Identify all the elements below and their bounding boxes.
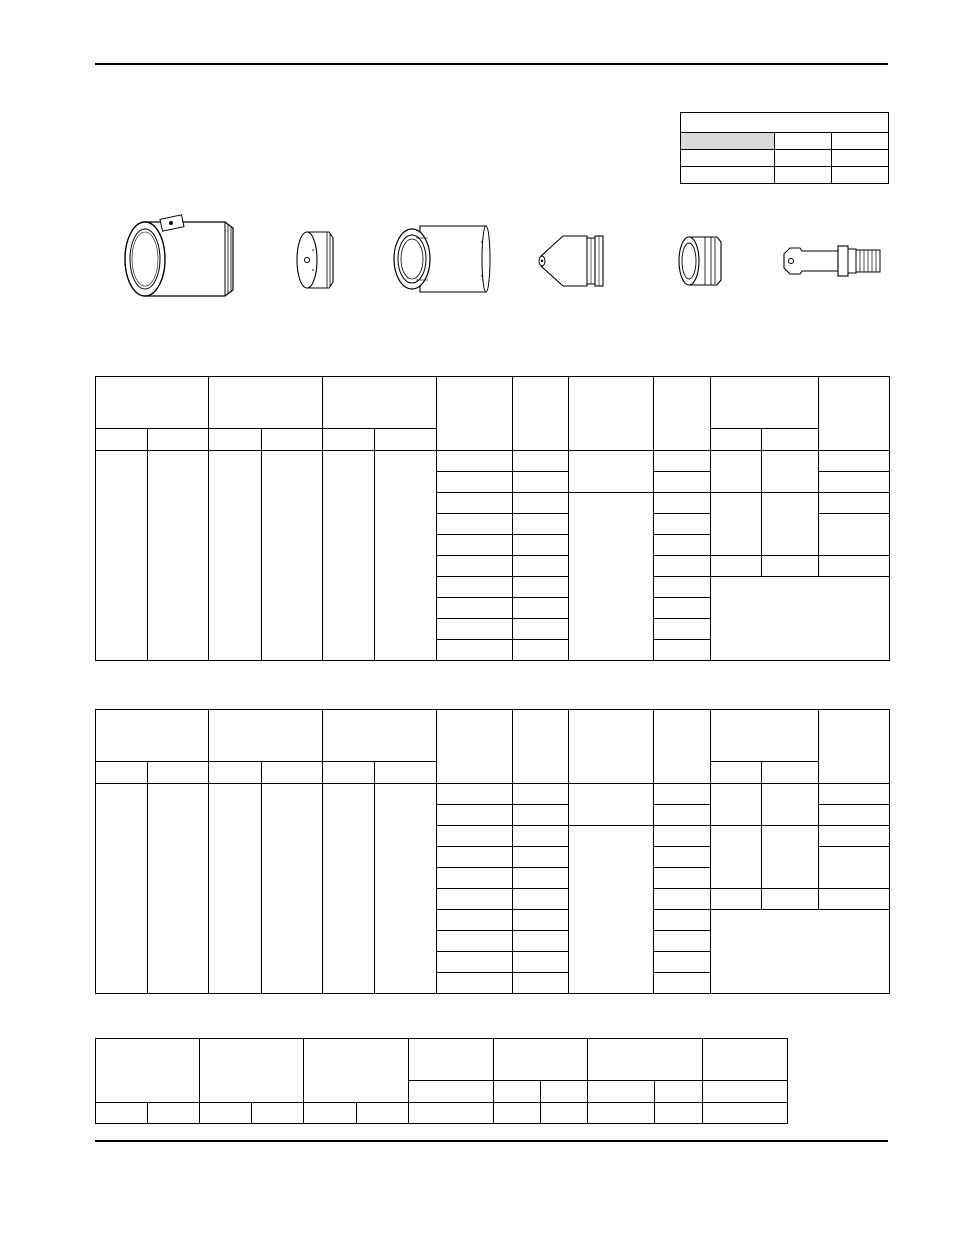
data-cell (437, 805, 513, 826)
data-cell (762, 784, 819, 826)
data-cell (437, 931, 513, 952)
data-cell (437, 577, 513, 598)
data-cell (209, 451, 262, 661)
data-cell (513, 640, 569, 661)
data-cell (513, 472, 569, 493)
data-cell (654, 514, 711, 535)
legend-title (681, 113, 889, 133)
cut-chart-table-2 (95, 709, 890, 994)
cut-chart-table-1 (95, 376, 890, 661)
data-cell (654, 784, 711, 805)
data-cell (375, 784, 437, 994)
legend-cell (832, 167, 889, 184)
cut-chart-table-3 (95, 1038, 788, 1124)
data-cell (148, 451, 209, 661)
data-cell (409, 1103, 494, 1124)
data-cell (437, 493, 513, 514)
data-cell (711, 556, 762, 577)
data-cell (304, 1103, 357, 1124)
subheader-cell (209, 429, 262, 451)
subheader-cell (655, 1081, 703, 1103)
data-cell (819, 556, 890, 577)
data-cell (711, 784, 762, 826)
data-cell (654, 472, 711, 493)
header-cell (209, 377, 323, 429)
data-cell (654, 826, 711, 847)
data-cell (654, 640, 711, 661)
header-cell (209, 710, 323, 762)
data-cell (437, 910, 513, 931)
data-cell (323, 451, 375, 661)
legend-cell (681, 167, 775, 184)
data-cell (323, 784, 375, 994)
subheader-cell (409, 1081, 494, 1103)
data-cell (819, 805, 890, 826)
data-cell (819, 784, 890, 805)
data-cell (437, 784, 513, 805)
data-cell (513, 847, 569, 868)
data-cell (819, 889, 890, 910)
data-cell (569, 493, 654, 661)
header-cell (437, 710, 513, 784)
legend-cell (832, 133, 889, 150)
legend-table (680, 112, 889, 184)
data-cell (654, 889, 711, 910)
header-cell (96, 377, 209, 429)
data-cell (819, 472, 890, 493)
data-cell (703, 1103, 788, 1124)
subheader-cell (711, 762, 762, 784)
subheader-cell (262, 762, 323, 784)
consumable-parts-row (95, 200, 888, 320)
electrode-illustration (780, 240, 888, 282)
data-cell (654, 910, 711, 931)
data-cell (569, 451, 654, 493)
data-cell (513, 451, 569, 472)
header-cell (569, 377, 654, 451)
data-cell (654, 952, 711, 973)
header-cell (409, 1039, 494, 1081)
subheader-cell (262, 429, 323, 451)
shield-illustration (115, 214, 245, 304)
header-cell (654, 710, 711, 784)
legend-cell (775, 167, 832, 184)
data-cell (437, 535, 513, 556)
data-cell (437, 640, 513, 661)
header-cell (711, 710, 819, 762)
data-cell (711, 451, 762, 493)
header-cell (323, 710, 437, 762)
subheader-cell (494, 1081, 541, 1103)
data-cell (513, 493, 569, 514)
data-cell (819, 826, 890, 847)
data-cell (654, 535, 711, 556)
data-cell (148, 1103, 200, 1124)
header-cell (96, 710, 209, 762)
subheader-cell (209, 762, 262, 784)
data-cell (262, 784, 323, 994)
header-cell (569, 710, 654, 784)
data-cell (513, 931, 569, 952)
data-cell (569, 826, 654, 994)
shield-cap-illustration (293, 228, 343, 292)
header-cell (819, 710, 890, 784)
header-cell (711, 377, 819, 429)
data-cell (513, 952, 569, 973)
subheader-cell (323, 762, 375, 784)
legend-cell (832, 150, 889, 167)
data-cell (513, 805, 569, 826)
data-cell (437, 514, 513, 535)
header-cell (304, 1039, 409, 1103)
subheader-cell (96, 429, 148, 451)
data-cell (762, 451, 819, 493)
legend-cell (681, 150, 775, 167)
data-cell (375, 451, 437, 661)
header-cell (513, 377, 569, 451)
subheader-cell (96, 762, 148, 784)
subheader-cell (762, 762, 819, 784)
data-cell (762, 889, 819, 910)
data-cell (513, 784, 569, 805)
data-cell (513, 556, 569, 577)
nozzle-illustration (535, 232, 609, 290)
data-cell (513, 868, 569, 889)
subheader-cell (375, 762, 437, 784)
header-cell (703, 1039, 788, 1081)
subheader-cell (148, 762, 209, 784)
data-cell (437, 451, 513, 472)
data-cell (654, 577, 711, 598)
subheader-cell (762, 429, 819, 451)
header-cell (654, 377, 711, 451)
data-cell (711, 889, 762, 910)
subheader-cell (588, 1081, 655, 1103)
data-cell (654, 493, 711, 514)
data-cell (437, 868, 513, 889)
legend-cell (775, 133, 832, 150)
data-cell (96, 784, 148, 994)
data-cell (252, 1103, 304, 1124)
data-cell (437, 889, 513, 910)
data-cell (513, 826, 569, 847)
subheader-cell (375, 429, 437, 451)
data-cell (437, 847, 513, 868)
data-cell (711, 493, 762, 556)
subheader-cell (541, 1081, 588, 1103)
data-cell (711, 910, 890, 994)
header-cell (323, 377, 437, 429)
data-cell (513, 577, 569, 598)
data-cell (654, 931, 711, 952)
data-cell (262, 451, 323, 661)
data-cell (654, 556, 711, 577)
data-cell (541, 1103, 588, 1124)
data-cell (819, 493, 890, 514)
data-cell (711, 577, 890, 661)
subheader-cell (148, 429, 209, 451)
data-cell (494, 1103, 541, 1124)
data-cell (588, 1103, 655, 1124)
legend-cell (775, 150, 832, 167)
data-cell (762, 556, 819, 577)
data-cell (513, 910, 569, 931)
swirl-ring-illustration (675, 234, 727, 288)
data-cell (96, 1103, 148, 1124)
data-cell (513, 619, 569, 640)
data-cell (437, 952, 513, 973)
subheader-cell (703, 1081, 788, 1103)
header-cell (819, 377, 890, 451)
data-cell (654, 847, 711, 868)
legend-cell (681, 133, 775, 150)
header-cell (96, 1039, 200, 1103)
header-cell (588, 1039, 703, 1081)
header-cell (494, 1039, 588, 1081)
subheader-cell (323, 429, 375, 451)
data-cell (654, 451, 711, 472)
data-cell (513, 535, 569, 556)
data-cell (357, 1103, 409, 1124)
data-cell (96, 451, 148, 661)
subheader-cell (711, 429, 762, 451)
data-cell (437, 619, 513, 640)
data-cell (437, 556, 513, 577)
footer-rule (95, 1140, 888, 1142)
data-cell (437, 826, 513, 847)
data-cell (711, 826, 762, 889)
data-cell (209, 784, 262, 994)
header-cell (513, 710, 569, 784)
header-cell (437, 377, 513, 451)
data-cell (819, 847, 890, 889)
data-cell (148, 784, 209, 994)
data-cell (654, 973, 711, 994)
data-cell (762, 826, 819, 889)
data-cell (437, 973, 513, 994)
data-cell (654, 619, 711, 640)
data-cell (762, 493, 819, 556)
data-cell (437, 598, 513, 619)
data-cell (654, 598, 711, 619)
data-cell (200, 1103, 252, 1124)
header-cell (200, 1039, 304, 1103)
data-cell (655, 1103, 703, 1124)
header-rule (95, 63, 888, 65)
data-cell (513, 598, 569, 619)
data-cell (819, 514, 890, 556)
data-cell (819, 451, 890, 472)
data-cell (513, 973, 569, 994)
data-cell (654, 868, 711, 889)
data-cell (654, 805, 711, 826)
data-cell (513, 514, 569, 535)
data-cell (513, 889, 569, 910)
data-cell (437, 472, 513, 493)
data-cell (569, 784, 654, 826)
retaining-cap-illustration (390, 220, 494, 298)
